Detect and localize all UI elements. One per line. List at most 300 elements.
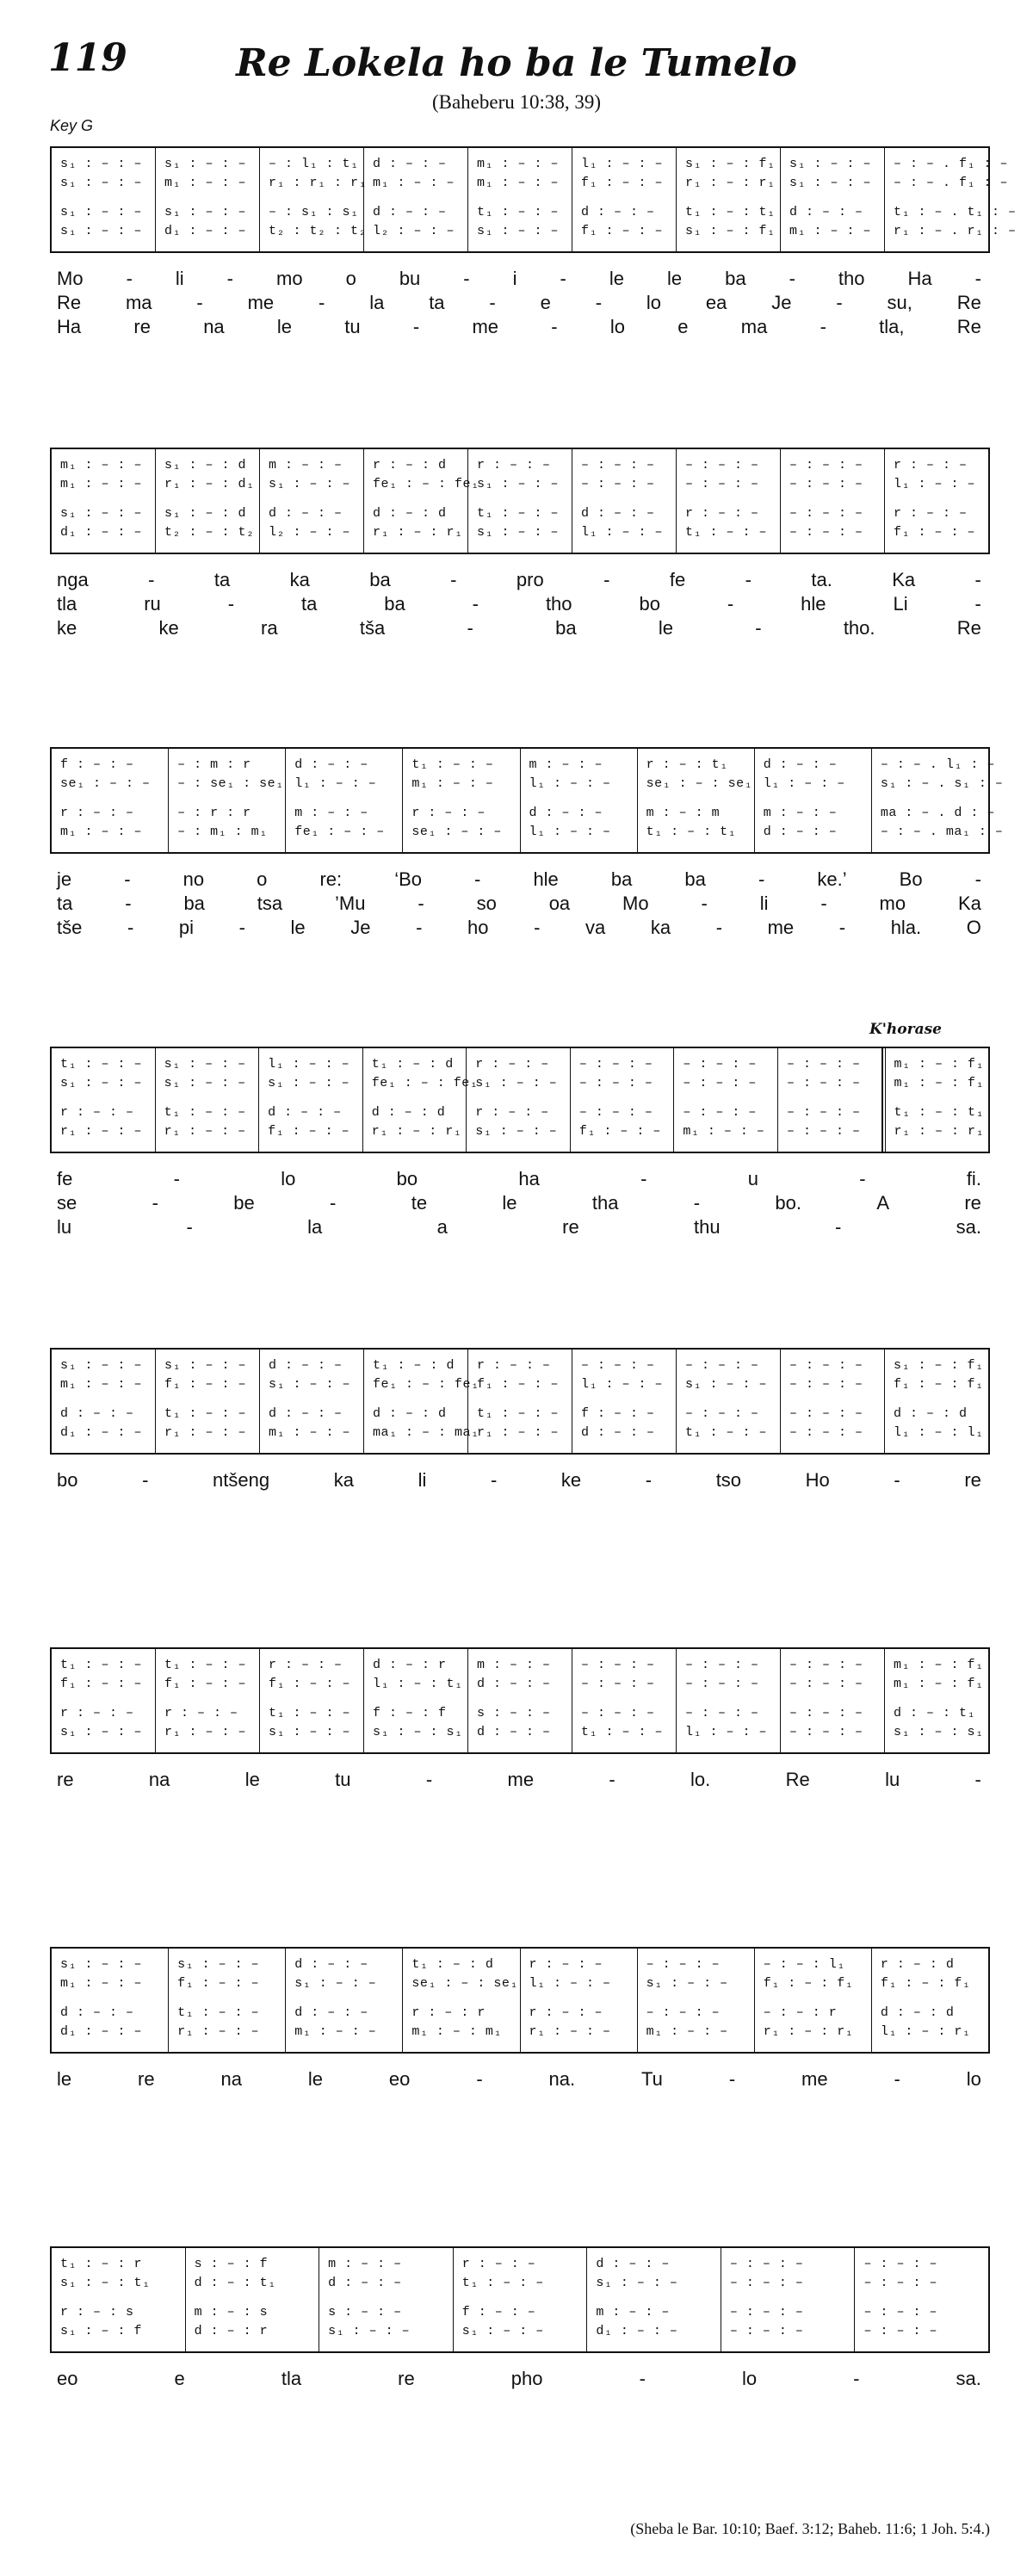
voice-part: d : – : – [477, 1677, 551, 1691]
voice-part: s₁ : – : – [461, 2324, 544, 2338]
voice-part: t₂ : t₂ : t₂ [269, 224, 368, 238]
voice-part: m₁ : – : – [164, 176, 247, 190]
voice-part: r₁ : – : r₁ [371, 1124, 462, 1139]
voice-part: s : – : – [328, 2305, 402, 2320]
voice-part: s₁ : – : f₁ [894, 1358, 984, 1373]
measure [468, 449, 572, 553]
lyric-syllable: - [836, 292, 843, 313]
lyric-syllable: ho [467, 917, 489, 938]
voice-part: s₁ : – : – [60, 1358, 143, 1373]
voice-part: – : – : – [786, 1076, 861, 1090]
voice-part: t₁ : – : – [581, 1725, 664, 1739]
measure [364, 449, 479, 553]
lyric-syllable: ta [57, 893, 73, 914]
lyric-syllable: e [677, 316, 689, 337]
voice-part: – : – : – [789, 458, 863, 473]
voice-part: r₁ : – : – [164, 1425, 247, 1440]
voice-part: s₁ : – : – [269, 1377, 351, 1392]
voice-part: m₁ : – : – [294, 2024, 377, 2039]
voice-part: – : – : – [789, 477, 863, 491]
voice-part: s₁ : – : – [477, 525, 560, 540]
voice-part: s₁ : – : – [60, 506, 143, 521]
measure [677, 1350, 781, 1453]
voice-part: r : – : – [477, 1358, 551, 1373]
voice-part: s₁ : – : – [164, 1358, 247, 1373]
measure [572, 1649, 677, 1752]
voice-part: l₁ : – : r₁ [880, 2024, 971, 2039]
voice-part: t₁ : – : – [269, 1706, 351, 1720]
voice-part: – : – : – [578, 1105, 653, 1120]
lyric-syllable: - [560, 268, 566, 289]
lyric-syllable: le [658, 617, 673, 639]
lyric-syllable: e [174, 2368, 185, 2389]
voice-part: r₁ : – : r₁ [373, 525, 463, 540]
lyric-syllable: - [693, 1192, 701, 1214]
voice-part: l₁ : – : – [529, 776, 611, 791]
lyric-syllable: ba [384, 593, 405, 615]
lyric-syllable: ke.’ [817, 868, 847, 890]
voice-part: t₁ : – : d [371, 1057, 454, 1072]
staff [50, 1647, 990, 1754]
measure [885, 449, 988, 553]
voice-part: t₁ : – : – [477, 506, 560, 521]
measure [778, 1048, 882, 1152]
measure [260, 1350, 364, 1453]
lyric-syllable: le [276, 316, 293, 337]
voice-part: r₁ : r₁ : r₁ [269, 176, 368, 190]
measure [52, 449, 156, 553]
lyric-syllable: pro [516, 569, 544, 590]
voice-part: r : – : – [475, 1057, 549, 1072]
lyric-syllable: so [476, 893, 497, 914]
voice-part: r : – : d [373, 458, 447, 473]
voice-part: f₁ : – : – [268, 1124, 350, 1139]
lyric-syllable: Li [893, 593, 908, 615]
lyric-syllable: o [345, 268, 356, 289]
voice-part: – : – : – [786, 1124, 861, 1139]
measure [468, 1350, 572, 1453]
voice-part: s₁ : – : – [294, 1976, 377, 1991]
measure [169, 749, 286, 852]
voice-part: d : – : – [60, 2005, 134, 2020]
voice-part: r : – : t₁ [646, 757, 728, 772]
voice-part: s₁ : – : – [60, 224, 143, 238]
lyric-syllable: ba [684, 868, 706, 890]
voice-part: – : – : r [763, 2005, 838, 2020]
lyric-syllable: re [964, 1192, 981, 1214]
measure [755, 749, 872, 852]
lyrics-block [50, 1768, 990, 1845]
lyric-syllable: tho. [843, 617, 875, 639]
voice-part: s₁ : – : – [177, 1957, 260, 1972]
staff [50, 146, 1017, 253]
voice-part: r : – : – [60, 1105, 134, 1120]
voice-part: s₁ : – : – [477, 224, 560, 238]
voice-part: l₂ : – : – [269, 525, 351, 540]
voice-part: r₁ : – . r₁ : – [894, 224, 1017, 238]
voice-part: m : – : – [294, 806, 368, 820]
lyric-syllable: na [220, 2068, 242, 2090]
voice-part: r₁ : – : – [477, 1425, 560, 1440]
lyric-syllable: Ho [805, 1469, 830, 1491]
lyric-syllable: na [203, 316, 225, 337]
voice-part: m₁ : – : f₁ [894, 1677, 984, 1691]
voice-part: – : – : – [729, 2257, 804, 2271]
lyrics-block [50, 568, 990, 646]
measure [468, 1649, 572, 1752]
voice-part: m : – : – [529, 757, 603, 772]
measure [521, 1949, 638, 2052]
measure [52, 1649, 156, 1752]
measure [721, 2248, 856, 2351]
voice-part: – : – : – [581, 1358, 655, 1373]
lyric-line [50, 315, 990, 339]
voice-part: m₁ : – : m₁ [411, 2024, 502, 2039]
lyric-syllable: tu [344, 316, 361, 337]
lyric-syllable: Je [350, 917, 371, 938]
measure [781, 1649, 885, 1752]
lyric-syllable: ba [183, 893, 205, 914]
voice-part: – : – . ma₁ : – [880, 825, 1004, 839]
voice-part: l₁ : – : – [685, 1725, 768, 1739]
voice-part: – : – : – [863, 2276, 937, 2290]
lyric-syllable: me [767, 917, 795, 938]
music-system [50, 1947, 990, 2145]
lyrics-block [50, 868, 990, 945]
lyric-syllable: tša [359, 617, 386, 639]
voice-part: s₁ : – : t₁ [60, 2276, 151, 2290]
voice-part: d : – : – [581, 205, 655, 219]
measure [885, 1649, 988, 1752]
lyric-syllable: - [609, 1769, 615, 1790]
lyric-syllable: fe [669, 569, 686, 590]
measure [52, 148, 156, 251]
voice-part: d : – : d [371, 1105, 446, 1120]
lyric-syllable: - [745, 569, 752, 590]
lyric-syllable: le [609, 268, 624, 289]
lyric-syllable: na. [548, 2068, 576, 2090]
measure [872, 749, 1004, 852]
lyric-syllable: tu [335, 1769, 351, 1790]
voice-part: f₁ : – : – [578, 1124, 661, 1139]
lyric-syllable: le [307, 2068, 324, 2090]
voice-part: t₁ : – : – [164, 1406, 247, 1421]
lyric-syllable: re [57, 1769, 74, 1790]
measure [872, 1949, 988, 2052]
voice-part: – : – : – [685, 1658, 759, 1672]
measure [319, 2248, 454, 2351]
voice-part: s₁ : – : – [164, 157, 247, 171]
lyric-syllable: te [411, 1192, 428, 1214]
voice-part: r₁ : – : – [60, 1124, 143, 1139]
measure [677, 449, 781, 553]
lyric-syllable: Ka [957, 893, 981, 914]
lyric-syllable: - [416, 917, 423, 938]
voice-part: t₁ : – : d [373, 1358, 455, 1373]
voice-part: s₁ : – : – [789, 176, 872, 190]
voice-part: fe₁ : – : fe₁ [371, 1076, 479, 1090]
lyric-syllable: bo [639, 593, 660, 615]
lyric-syllable: - [758, 868, 765, 890]
voice-part: s₁ : – : – [789, 157, 872, 171]
lyric-syllable: O [966, 917, 981, 938]
voice-part: d : – : – [529, 806, 603, 820]
lyric-syllable: Re [57, 292, 82, 313]
voice-part: m : – : – [269, 458, 343, 473]
measure [286, 749, 403, 852]
voice-part: r₁ : – : d₁ [164, 477, 255, 491]
voice-part: – : – : – [789, 1358, 863, 1373]
voice-part: s₁ : – : – [164, 1057, 246, 1072]
lyric-syllable: - [238, 917, 245, 938]
voice-part: – : – : – [581, 458, 655, 473]
voice-part: m₁ : – : – [373, 176, 455, 190]
lyric-syllable: tše [57, 917, 83, 938]
voice-part: d₁ : – : – [596, 2324, 678, 2338]
lyric-syllable: - [330, 1192, 337, 1214]
lyric-syllable: ka [333, 1469, 354, 1491]
music-system [50, 747, 1004, 945]
voice-part: se₁ : – : – [411, 825, 502, 839]
voice-part: m : – : m [646, 806, 721, 820]
voice-part: r : – : – [894, 458, 968, 473]
measure [52, 1949, 169, 2052]
voice-part: r₁ : – : r₁ [894, 1124, 985, 1139]
voice-part: f : – : – [60, 757, 134, 772]
lyric-line [50, 592, 990, 616]
voice-part: – : – : – [685, 1358, 759, 1373]
lyric-syllable: - [789, 268, 795, 289]
measure [674, 1048, 778, 1152]
voice-part: t₁ : – : – [411, 757, 494, 772]
measure [638, 749, 755, 852]
voice-part: l₁ : – : – [581, 1377, 664, 1392]
lyric-syllable: Re [785, 1769, 810, 1790]
voice-part: ma₁ : – : ma₁ [373, 1425, 479, 1440]
voice-part: r : – : – [60, 806, 134, 820]
lyrics-block [50, 1468, 990, 1546]
lyric-line [50, 1468, 990, 1492]
lyric-syllable: - [148, 569, 155, 590]
measure [521, 749, 638, 852]
measure [52, 749, 169, 852]
lyric-syllable: re [964, 1469, 981, 1491]
lyric-syllable: - [728, 2068, 736, 2090]
lyric-syllable: ‘Bo [394, 868, 422, 890]
measure [363, 1048, 479, 1152]
voice-part: se₁ : – : – [60, 776, 151, 791]
voice-part: r₁ : – : – [529, 2024, 611, 2039]
voice-part: – : – . l₁ : – [880, 757, 995, 772]
voice-part: m₁ : – : f₁ [894, 1057, 985, 1072]
lyric-syllable: - [467, 617, 473, 639]
lyric-syllable: re [562, 1216, 579, 1238]
lyric-syllable: pi [178, 917, 194, 938]
measure [156, 449, 260, 553]
voice-part: – : m : r [177, 757, 251, 772]
measure [467, 1048, 571, 1152]
voice-part: – : – : – [729, 2324, 804, 2338]
lyric-syllable: - [603, 569, 610, 590]
voice-part: s₁ : – : d [164, 506, 247, 521]
voice-part: s₁ : – : – [646, 1976, 728, 1991]
voice-part: – : – : – [685, 1406, 759, 1421]
voice-part: s : – : – [477, 1706, 551, 1720]
lyric-syllable: lo [741, 2368, 758, 2389]
lyric-syllable: oa [548, 893, 571, 914]
lyric-syllable: me [507, 1769, 535, 1790]
lyric-syllable: lo [609, 316, 625, 337]
voice-part: t₁ : – : – [685, 1425, 768, 1440]
voice-part: m₁ : – : – [60, 825, 143, 839]
measure [571, 1048, 675, 1152]
lyric-syllable: re [138, 2068, 155, 2090]
voice-part: r : – : – [60, 1706, 134, 1720]
voice-part: m₁ : – : – [60, 1377, 143, 1392]
voice-part: – : m₁ : m₁ [177, 825, 268, 839]
music-system [50, 1348, 990, 1546]
voice-part: d : – : – [763, 757, 838, 772]
voice-part: r : – : s [60, 2305, 134, 2320]
lyric-syllable: ru [144, 593, 161, 615]
voice-part: – : – : – [581, 1706, 655, 1720]
voice-part: m : – : – [596, 2305, 670, 2320]
voice-part: t₁ : – : – [60, 1057, 143, 1072]
lyric-syllable: tla, [879, 316, 905, 337]
voice-part: – : – : – [578, 1057, 653, 1072]
lyric-syllable: u [747, 1168, 758, 1189]
voice-part: – : – : – [683, 1057, 757, 1072]
measure [855, 2248, 988, 2351]
lyric-line [50, 2067, 990, 2091]
voice-part: d₁ : – : – [164, 224, 247, 238]
voice-part: – : – : – [789, 1677, 863, 1691]
lyric-line [50, 1215, 990, 1239]
voice-part: t₁ : – : – [60, 1658, 143, 1672]
voice-part: – : – . f₁ : – [894, 176, 1009, 190]
lyric-syllable: tsa [257, 893, 283, 914]
voice-part: – : – : – [789, 1658, 863, 1672]
voice-part: – : – : – [863, 2305, 937, 2320]
voice-part: – : – : – [685, 477, 759, 491]
voice-part: r : – : – [477, 458, 551, 473]
voice-part: m₁ : – : – [269, 1425, 351, 1440]
lyric-syllable: eo [388, 2068, 411, 2090]
voice-part: d : – : r [194, 2324, 269, 2338]
voice-part: m₁ : – : – [789, 224, 872, 238]
voice-part: f₁ : – : – [269, 1677, 351, 1691]
voice-part: r : – : – [894, 506, 968, 521]
voice-part: – : – : – [581, 1677, 655, 1691]
voice-part: r : – : d [880, 1957, 955, 1972]
lyric-syllable: - [755, 617, 762, 639]
voice-part: d : – : – [294, 757, 368, 772]
voice-part: f : – : – [461, 2305, 536, 2320]
lyric-syllable: se [57, 1192, 77, 1214]
voice-part: – : – : – [729, 2305, 804, 2320]
voice-part: s₁ : – : – [596, 2276, 678, 2290]
voice-part: t₁ : – : – [477, 1406, 560, 1421]
lyric-syllable: na [148, 1769, 170, 1790]
voice-part: m₁ : – : – [477, 157, 560, 171]
voice-part: t₁ : – : r [60, 2257, 143, 2271]
lyric-syllable: le [502, 1192, 517, 1214]
lyric-syllable: le [290, 917, 306, 938]
voice-part: d : – : – [294, 1957, 368, 1972]
voice-part: m₁ : – : – [60, 458, 143, 473]
lyric-syllable: Re [956, 292, 981, 313]
music-system [50, 1047, 990, 1245]
lyric-syllable: - [859, 1168, 866, 1189]
voice-part: l₁ : – : – [581, 525, 664, 540]
voice-part: d : – : – [268, 1105, 342, 1120]
voice-part: r₁ : – : – [164, 1124, 246, 1139]
measure [572, 148, 677, 251]
voice-part: r : – : – [529, 2005, 603, 2020]
scripture-reference: (Baheberu 10:38, 39) [431, 91, 602, 113]
lyric-syllable: - [595, 292, 603, 313]
lyric-syllable: ta. [811, 569, 832, 590]
voice-part: f₁ : – : – [894, 525, 976, 540]
lyric-syllable: ra [261, 617, 278, 639]
voice-part: r₁ : – : – [177, 2024, 260, 2039]
measure [781, 1350, 885, 1453]
lyric-syllable: - [142, 1469, 149, 1491]
measure [454, 2248, 588, 2351]
voice-part: l₁ : – : – [763, 776, 845, 791]
voice-part: – : – : – [863, 2257, 937, 2271]
voice-part: d : – : – [269, 1358, 343, 1373]
lyric-syllable: - [124, 868, 131, 890]
footer-references: (Sheba le Bar. 10:10; Baef. 3:12; Baheb. 11:6; 1 Joh. 5:4.) [630, 2520, 990, 2537]
voice-part: t₁ : – : – [685, 525, 768, 540]
lyric-line [50, 616, 990, 640]
measure [364, 1649, 468, 1752]
voice-part: m₁ : – : – [60, 477, 143, 491]
lyric-syllable: Bo [899, 868, 923, 890]
lyric-line [50, 1167, 990, 1191]
lyric-syllable: - [853, 2368, 860, 2389]
lyric-syllable: - [551, 316, 558, 337]
measure [186, 2248, 320, 2351]
voice-part: s₁ : – : – [60, 1725, 143, 1739]
voice-part: – : – : – [646, 1957, 721, 1972]
lyric-syllable: Ka [892, 569, 916, 590]
measure [52, 1048, 156, 1152]
voice-part: d : – : – [581, 506, 655, 521]
measure [259, 1048, 363, 1152]
lyric-syllable: - [640, 1168, 647, 1189]
voice-part: t₁ : – : – [164, 1105, 246, 1120]
voice-part: – : – : l₁ [763, 1957, 845, 1972]
measure [364, 1350, 479, 1453]
voice-part: r₁ : – : – [164, 1725, 247, 1739]
lyric-syllable: je [57, 868, 72, 890]
lyric-syllable: pho [510, 2368, 543, 2389]
lyric-syllable: - [820, 316, 826, 337]
lyric-syllable: - [126, 268, 133, 289]
voice-part: l₁ : – : l₁ [894, 1425, 984, 1440]
voice-part: fe₁ : – : – [294, 825, 385, 839]
voice-part: f₁ : – : – [60, 1677, 143, 1691]
lyric-syllable: - [472, 593, 479, 615]
lyric-syllable: - [474, 868, 481, 890]
voice-part: d : – : – [269, 1406, 343, 1421]
lyric-syllable: tha [591, 1192, 619, 1214]
voice-part: ma : – . d : – [880, 806, 995, 820]
voice-part: s₁ : – : – [328, 2324, 411, 2338]
lyric-syllable: ba [555, 617, 577, 639]
